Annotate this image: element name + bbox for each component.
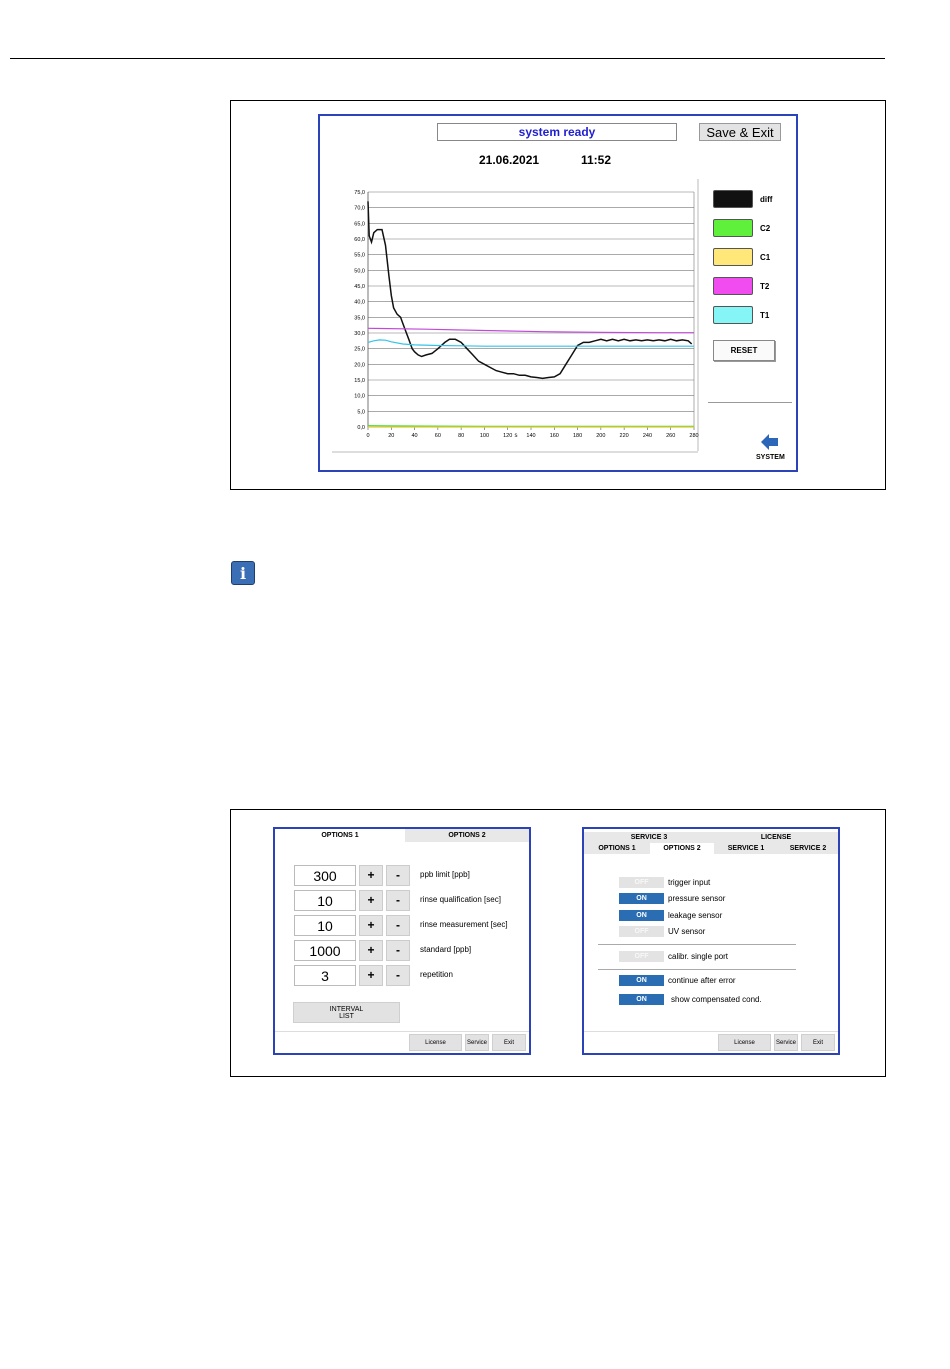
tab-service-3[interactable]: SERVICE 3 [584, 832, 714, 843]
increment-button[interactable]: + [359, 965, 383, 986]
trend-chart [326, 174, 706, 459]
x-tick-label: 220 [619, 433, 629, 439]
y-tick-label: 55,0 [354, 252, 365, 259]
legend-swatch-diff[interactable] [713, 190, 753, 208]
y-tick-label: 40,0 [354, 299, 365, 306]
legend-label: C1 [760, 253, 771, 262]
x-tick-label: 260 [666, 433, 676, 439]
interval-list-label-1: INTERVAL [329, 1006, 364, 1013]
value-field[interactable]: 1000 [294, 940, 356, 961]
increment-button[interactable]: + [359, 940, 383, 961]
options2-footer-divider [584, 1031, 838, 1032]
toggle-label: show compensated cond. [671, 995, 762, 1004]
x-tick-label: 140 [526, 433, 536, 439]
tab-service-1[interactable]: SERVICE 1 [714, 843, 778, 854]
x-axis-label: s [514, 433, 518, 439]
service-button[interactable]: Service [465, 1034, 489, 1051]
value-field[interactable]: 300 [294, 865, 356, 886]
parameter-label: ppb limit [ppb] [420, 870, 470, 879]
x-tick-label: 200 [596, 433, 606, 439]
x-tick-label: 240 [642, 433, 653, 439]
decrement-button[interactable]: - [386, 915, 410, 936]
tab-options-2[interactable]: OPTIONS 2 [650, 843, 714, 854]
y-tick-label: 10,0 [354, 393, 365, 400]
x-tick-label: 100 [479, 433, 490, 439]
tab-options-1[interactable]: OPTIONS 1 [584, 843, 650, 854]
y-tick-label: 20,0 [354, 362, 365, 369]
decrement-button[interactable]: - [386, 965, 410, 986]
y-tick-label: 25,0 [354, 346, 365, 353]
reset-button[interactable]: RESET [713, 340, 775, 361]
y-tick-label: 0,0 [357, 425, 365, 431]
toggle-label: calibr. single port [668, 952, 729, 961]
y-tick-label: 45,0 [354, 284, 365, 290]
decrement-button[interactable]: - [386, 865, 410, 886]
x-tick-label: 0 [366, 433, 370, 439]
license-button[interactable]: License [409, 1034, 462, 1051]
y-tick-label: 30,0 [354, 331, 365, 337]
x-tick-label: 80 [458, 433, 465, 439]
value-field[interactable]: 10 [294, 890, 356, 911]
exit-button[interactable]: Exit [492, 1034, 526, 1051]
monitor-screen [318, 114, 798, 472]
y-tick-label: 60,0 [354, 237, 365, 243]
panel-divider [708, 402, 792, 403]
date-display: 21.06.2021 [479, 153, 540, 167]
tab-license[interactable]: LICENSE [714, 832, 838, 843]
time-display: 11:52 [581, 153, 612, 167]
toggle-label: pressure sensor [668, 894, 726, 903]
interval-list-button[interactable] [293, 1002, 400, 1023]
x-tick-label: 60 [434, 433, 441, 439]
legend-label: T2 [760, 282, 770, 291]
options1-screen [273, 827, 531, 1055]
interval-list-label-2: LIST [339, 1013, 354, 1020]
page-header-rule [10, 58, 885, 59]
value-field[interactable]: 10 [294, 915, 356, 936]
legend-label: T1 [760, 311, 770, 320]
status-field: system ready [437, 123, 677, 141]
x-tick-label: 180 [572, 433, 583, 439]
series-line-c2 [368, 426, 694, 427]
toggle-switch[interactable]: ON [619, 994, 664, 1005]
figure-frame-monitor [230, 100, 886, 490]
y-tick-label: 15,0 [354, 378, 365, 384]
info-icon: i [231, 561, 255, 585]
toggle-label: leakage sensor [668, 911, 723, 920]
y-tick-label: 35,0 [354, 315, 365, 322]
toggle-switch[interactable]: OFF [619, 926, 664, 937]
section-divider-1 [598, 944, 796, 945]
value-field[interactable]: 3 [294, 965, 356, 986]
parameter-label: standard [ppb] [420, 945, 472, 954]
figure-frame-options [230, 809, 886, 1077]
decrement-button[interactable]: - [386, 890, 410, 911]
increment-button[interactable]: + [359, 915, 383, 936]
legend-swatch-t1[interactable] [713, 306, 753, 324]
x-tick-label: 40 [411, 433, 418, 439]
x-tick-label: 160 [549, 433, 559, 439]
toggle-switch[interactable]: ON [619, 893, 664, 904]
parameter-label: rinse measurement [sec] [420, 920, 508, 929]
y-tick-label: 75,0 [354, 190, 365, 196]
y-tick-label: 5,0 [357, 409, 365, 416]
series-line-diff [368, 201, 692, 378]
options2-screen [582, 827, 840, 1055]
toggle-label: UV sensor [668, 927, 706, 936]
tab-options-2[interactable]: OPTIONS 2 [405, 829, 529, 842]
increment-button[interactable]: + [359, 890, 383, 911]
legend-label: diff [760, 195, 773, 204]
exit-button[interactable]: Exit [801, 1034, 835, 1051]
save-exit-button[interactable]: Save & Exit [699, 123, 781, 141]
license-button[interactable]: License [718, 1034, 771, 1051]
parameter-label: repetition [420, 970, 453, 979]
options1-footer-divider [275, 1031, 529, 1032]
system-button-label[interactable]: SYSTEM [756, 454, 785, 461]
toggle-switch[interactable]: OFF [619, 877, 664, 888]
section-divider-2 [598, 969, 796, 970]
x-tick-label: 280 [689, 433, 699, 439]
y-tick-label: 65,0 [354, 221, 365, 228]
legend-label: C2 [760, 224, 771, 233]
x-tick-label: 20 [388, 433, 395, 439]
y-tick-label: 50,0 [354, 268, 365, 275]
legend-swatch-c1[interactable] [713, 248, 753, 266]
toggle-label: trigger input [668, 878, 711, 887]
toggle-switch[interactable]: ON [619, 910, 664, 921]
decrement-button[interactable]: - [386, 940, 410, 961]
x-tick-label: 120 [503, 433, 513, 439]
toggle-switch[interactable]: OFF [619, 951, 664, 962]
legend-swatch-c2[interactable] [713, 219, 753, 237]
toggle-switch[interactable]: ON [619, 975, 664, 986]
legend-swatch-t2[interactable] [713, 277, 753, 295]
series-line-t2 [368, 328, 694, 332]
tab-service-2[interactable]: SERVICE 2 [778, 843, 838, 854]
tab-options-1[interactable]: OPTIONS 1 [275, 829, 405, 842]
toggle-label: continue after error [668, 976, 736, 985]
y-tick-label: 70,0 [354, 205, 365, 212]
parameter-label: rinse qualification [sec] [420, 895, 501, 904]
increment-button[interactable]: + [359, 865, 383, 886]
service-button[interactable]: Service [774, 1034, 798, 1051]
back-arrow-icon[interactable] [761, 434, 779, 450]
